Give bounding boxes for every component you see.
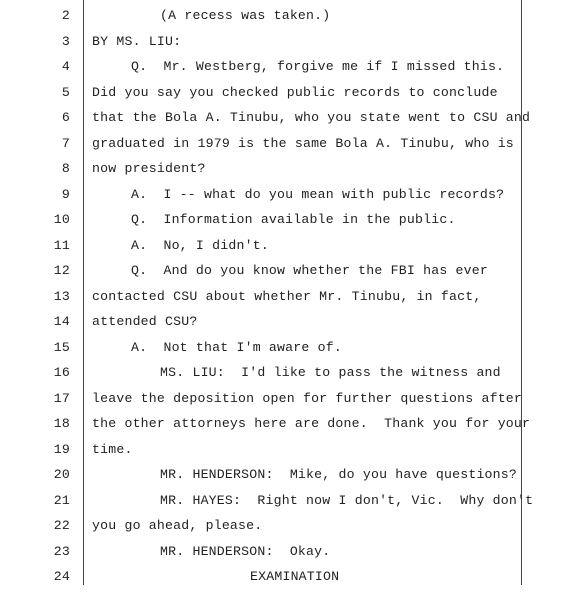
line-text: BY MS. LIU: [92,33,182,49]
line-number: 22 [53,518,70,533]
line-number: 17 [53,390,70,406]
transcript-line [0,569,585,595]
line-text: (A recess was taken.) [160,8,331,23]
line-number: 4 [61,59,70,74]
line-number: 23 [53,543,70,559]
line-number: 2 [61,8,70,23]
line-number: 9 [61,186,70,202]
line-number: 3 [61,33,70,49]
transcript-line [0,314,585,340]
line-text: the other attorneys here are done. Thank you for your [92,416,531,431]
cut-off-previous-line [250,0,258,1]
line-number: 11 [53,237,70,253]
transcript-line [0,416,585,442]
line-text: Q. Mr. Westberg, forgive me if I missed this. [131,59,505,74]
transcript-line [0,161,585,187]
line-text: time. [92,441,133,457]
line-text: you go ahead, please. [92,518,263,533]
line-number: 15 [53,339,70,355]
line-number: 6 [61,110,70,125]
line-number: 13 [53,288,70,304]
line-text: leave the deposition open for further questions after [92,390,523,406]
line-text: that the Bola A. Tinubu, who you state went to CSU and [92,110,531,125]
line-text: Q. Information available in the public. [131,212,456,227]
transcript-line [0,85,585,111]
line-number: 14 [53,314,70,329]
line-text: MR. HENDERSON: Mike, do you have questions? [160,467,518,482]
line-number: 20 [53,467,70,482]
transcript-line [0,34,585,60]
transcript-line [0,59,585,85]
line-text: attended CSU? [92,314,198,329]
line-number: 18 [53,416,70,431]
transcript-line [0,110,585,136]
line-text: A. No, I didn't. [131,237,269,253]
line-text: MR. HENDERSON: Okay. [160,543,331,559]
transcript-line [0,289,585,315]
transcript-line [0,8,585,34]
line-number: 5 [61,84,70,100]
transcript-line [0,238,585,264]
line-number: 21 [53,492,70,508]
transcript-line [0,467,585,493]
line-text: contacted CSU about whether Mr. Tinubu, in fact, [92,288,482,304]
transcript-line [0,263,585,289]
line-text: A. Not that I'm aware of. [131,339,342,355]
transcript-line [0,442,585,468]
line-number: 8 [61,161,70,176]
line-number: 19 [53,441,70,457]
transcript-line [0,391,585,417]
transcript-line [0,493,585,519]
line-number: 16 [53,365,70,380]
line-text: EXAMINATION [250,569,340,584]
line-text: A. I -- what do you mean with public records? [131,186,505,202]
line-number: 7 [61,135,70,151]
transcript-line [0,136,585,162]
line-number: 24 [53,569,70,584]
line-number: 10 [53,212,70,227]
line-text: graduated in 1979 is the same Bola A. Tinubu, who is [92,135,514,151]
transcript-line [0,544,585,570]
line-text: MS. LIU: I'd like to pass the witness and [160,365,501,380]
transcript-line [0,365,585,391]
line-text: MR. HAYES: Right now I don't, Vic. Why don't [160,492,534,508]
line-text: now president? [92,161,206,176]
transcript-line [0,340,585,366]
line-text: Q. And do you know whether the FBI has ever [131,263,489,278]
line-text: Did you say you checked public records to conclude [92,84,498,100]
transcript-line [0,518,585,544]
transcript-line [0,212,585,238]
line-number: 12 [53,263,70,278]
transcript-line [0,187,585,213]
